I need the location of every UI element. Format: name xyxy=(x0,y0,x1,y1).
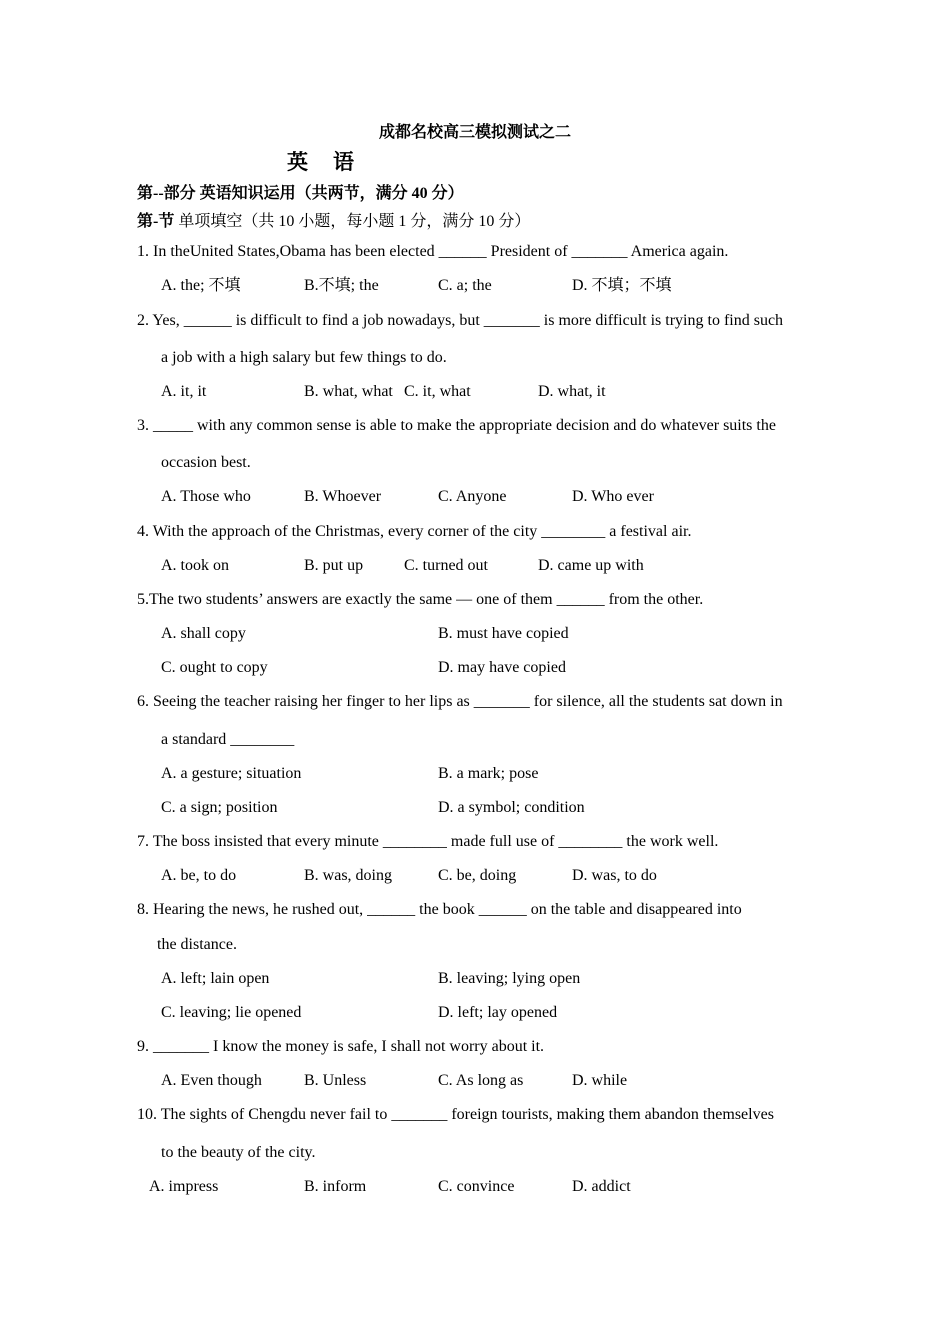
question-9-option-c: C. As long as xyxy=(438,1072,524,1089)
question-8-stem-continued: the distance. xyxy=(157,936,237,953)
question-7-option-d: D. was, to do xyxy=(572,867,657,884)
part-heading: 第--部分 英语知识运用（共两节，满分 40 分） xyxy=(137,185,464,202)
question-2-option-c: C. it, what xyxy=(404,383,471,400)
question-5-stem: 5.The two students’ answers are exactly the same — one of them ______ from the other. xyxy=(137,591,704,608)
question-10-option-a: A. impress xyxy=(149,1178,219,1195)
question-3-stem-continued: occasion best. xyxy=(161,454,251,471)
question-10-stem: 10. The sights of Chengdu never fail to _______ foreign tourists, making them abandon themselves xyxy=(137,1106,774,1123)
question-7-option-a: A. be, to do xyxy=(161,867,237,884)
question-7-option-b: B. was, doing xyxy=(304,867,392,884)
question-6-stem: 6. Seeing the teacher raising her finger to her lips as _______ for silence, all the students sat down in xyxy=(137,693,783,710)
question-8-option-c: C. leaving; lie opened xyxy=(161,1004,302,1021)
question-3-option-d: D. Who ever xyxy=(572,488,654,505)
question-6-option-d: D. a symbol; condition xyxy=(438,799,585,816)
question-3-option-c: C. Anyone xyxy=(438,488,507,505)
question-9-option-b: B. Unless xyxy=(304,1072,367,1089)
question-10-option-d: D. addict xyxy=(572,1178,631,1195)
question-6-option-c: C. a sign; position xyxy=(161,799,278,816)
subject-title: 英 语 xyxy=(287,150,356,174)
question-2-option-d: D. what, it xyxy=(538,383,606,400)
question-6-stem-continued: a standard ________ xyxy=(161,731,295,748)
section-heading xyxy=(137,212,530,232)
question-4-option-b: B. put up xyxy=(304,557,364,574)
question-5-option-a: A. shall copy xyxy=(161,625,246,642)
question-7-option-c: C. be, doing xyxy=(438,867,517,884)
question-4-option-d: D. came up with xyxy=(538,557,644,574)
question-2-stem: 2. Yes, ______ is difficult to find a job nowadays, but _______ is more difficult is trying to find such xyxy=(137,312,784,329)
question-4-option-c: C. turned out xyxy=(404,557,488,574)
question-1-option-d: D. 不填；不填 xyxy=(572,277,672,294)
question-9-option-d: D. while xyxy=(572,1072,628,1089)
section-label: 第-节 xyxy=(137,213,175,230)
question-6-option-a: A. a gesture; situation xyxy=(161,765,302,782)
question-4-stem: 4. With the approach of the Christmas, every corner of the city ________ a festival air. xyxy=(137,523,692,540)
question-10-option-b: B. inform xyxy=(304,1178,367,1195)
question-1-stem: 1. In theUnited States,Obama has been elected ______ President of _______ America again. xyxy=(137,243,729,260)
question-8-option-d: D. left; lay opened xyxy=(438,1004,558,1021)
question-1-option-c: C. a; the xyxy=(438,277,492,294)
question-1-option-a: A. the; 不填 xyxy=(161,277,241,294)
question-4-option-a: A. took on xyxy=(161,557,229,574)
question-3-option-a: A. Those who xyxy=(161,488,251,505)
question-10-stem-continued: to the beauty of the city. xyxy=(161,1144,316,1161)
question-2-stem-continued: a job with a high salary but few things to do. xyxy=(161,349,447,366)
question-1-option-b: B.不填; the xyxy=(304,277,379,294)
section-description: 单项填空（共 10 小题，每小题 1 分，满分 10 分） xyxy=(174,213,531,230)
question-6-option-b: B. a mark; pose xyxy=(438,765,539,782)
question-5-option-d: D. may have copied xyxy=(438,659,566,676)
question-5-option-c: C. ought to copy xyxy=(161,659,268,676)
question-5-option-b: B. must have copied xyxy=(438,625,569,642)
question-3-option-b: B. Whoever xyxy=(304,488,382,505)
question-2-option-a: A. it, it xyxy=(161,383,207,400)
question-8-option-a: A. left; lain open xyxy=(161,970,270,987)
question-8-option-b: B. leaving; lying open xyxy=(438,970,581,987)
page-title: 成都名校高三模拟测试之二 xyxy=(378,124,571,141)
question-9-option-a: A. Even though xyxy=(161,1072,262,1089)
question-9-stem: 9. _______ I know the money is safe, I shall not worry about it. xyxy=(137,1038,545,1055)
question-3-stem: 3. _____ with any common sense is able to make the appropriate decision and do whatever suits the xyxy=(137,417,776,434)
question-8-stem: 8. Hearing the news, he rushed out, ______ the book ______ on the table and disappeared into xyxy=(137,901,742,918)
question-2-option-b: B. what, what xyxy=(304,383,393,400)
question-7-stem: 7. The boss insisted that every minute ________ made full use of ________ the work well. xyxy=(137,833,719,850)
question-10-option-c: C. convince xyxy=(438,1178,515,1195)
